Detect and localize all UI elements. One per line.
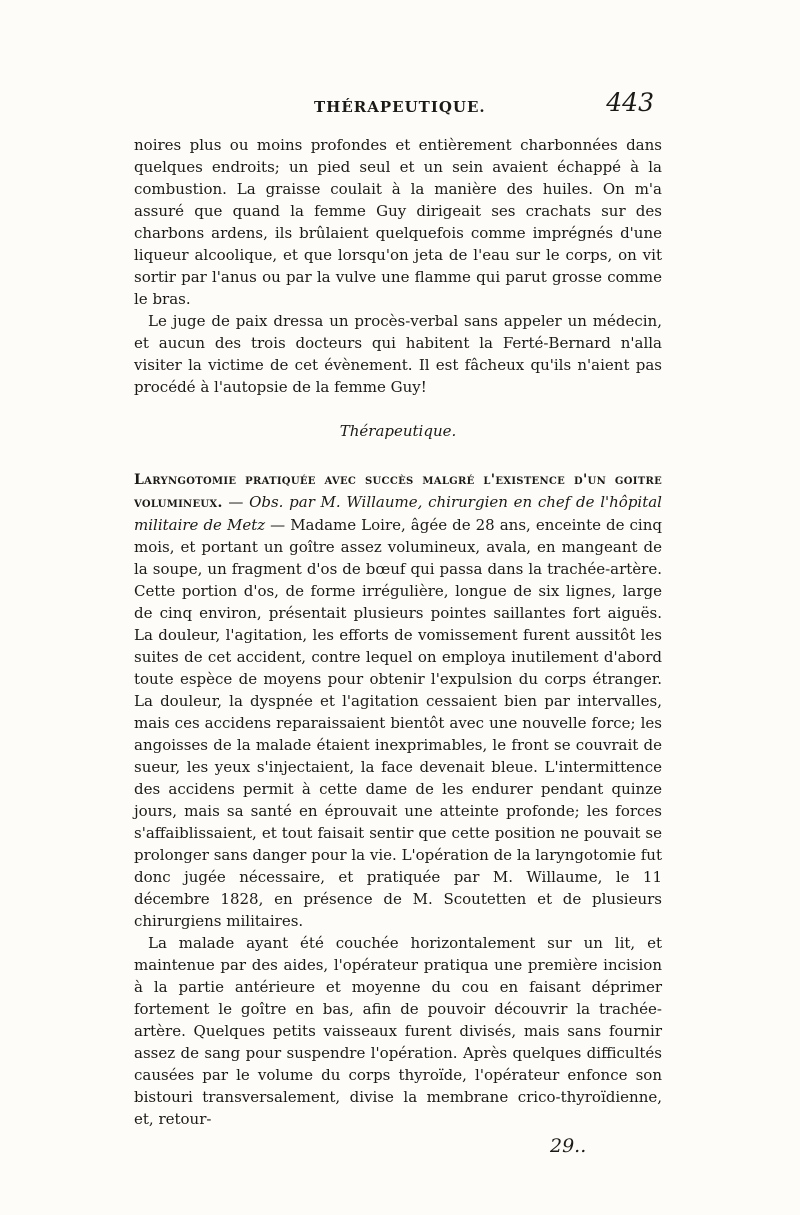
author-attribution: Obs. par M. Willaume, chirurgien en chef de l'hôpital militaire de Metz xyxy=(134,493,662,534)
paragraph-juge-de-paix: Le juge de paix dressa un procès-verbal sans appeler un médecin, et aucun des trois docteurs qui habitent la Ferté-Bernard n'alla visiter la victime de cet évènement. Il est fâcheux qu'ils n'aient pas procédé à l'autopsie de la femme Guy! xyxy=(134,312,662,396)
signature-mark: 29.. xyxy=(550,1135,587,1157)
paragraph-operation: La malade ayant été couchée horizontalement sur un lit, et maintenue par des aides, l'opérateur pratiqua une première incision à la partie antérieure et moyenne du cou en faisant déprimer fortement le goître en bas, afin de pouvoir découvrir la trachée-artère. Quelques petits vaisseaux furent divisés, mais sans fournir assez de sang pour suspendre l'opération. Après quelques difficultés causées par le volume du corps thyroïde, l'opérateur enfonce son bistouri transversalement, divise la membrane crico-thyroïdienne, et, retour- xyxy=(134,934,662,1128)
dash: — xyxy=(222,493,250,511)
article-heading: Laryngotomie pratiquée avec succès malgré l'existence d'un goitre volumineux. xyxy=(134,472,662,511)
book-page xyxy=(134,88,662,1130)
running-head-title: THÉRAPEUTIQUE. xyxy=(314,98,486,116)
running-head xyxy=(134,88,662,134)
paragraph-laryngotomie xyxy=(134,468,662,932)
observation-text: — Madame Loire, âgée de 28 ans, enceinte de cinq mois, et portant un goître assez volumineux, avala, en mangeant de la soupe, un fragment d'os de bœuf qui passa dans la trachée-artère. Cette portion d'os, de forme irrégulière, longue de six lignes, large de cinq environ, présentait plusieurs pointes saillantes fort aiguës. La douleur, l'agitation, les efforts de vomissement furent aussitôt les suites de cet accident, contre lequel on employa inutilement d'abord toute espèce de moyens pour obtenir l'expulsion du corps étranger. La douleur, la dyspnée et l'agitation cessaient bien par intervalles, mais ces accidens reparaissaient bientôt avec une nouvelle force; les angoisses de la malade étaient inexprimables, le front se couvrait de sueur, les yeux s'injectaient, la face devenait bleue. L'intermittence des accidens permit à cette dame de les endurer pendant quinze jours, mais sa santé en éprouvait une atteinte profonde; les forces s'affaiblissaient, et tout faisait sentir que cette position ne pouvait se prolonger sans danger pour la vie. L'opération de la laryngotomie fut donc jugée nécessaire, et pratiquée par M. Willaume, le 11 décembre 1828, en présence de M. Scoutetten et de plusieurs chirurgiens militaires. xyxy=(134,516,662,930)
paragraph-combustion: noires plus ou moins profondes et entièrement charbonnées dans quelques endroits; un pied seul et un sein avaient échappé à la combustion. La graisse coulait à la manière des huiles. On m'a assuré que quand la femme Guy dirigeait ses crachats sur des charbons ardens, ils brûlaient quelquefois comme imprégnés d'une liqueur alcoolique, et que lorsqu'on jeta de l'eau sur le corps, on vit sortir par l'anus ou par la vulve une flamme qui parut grosse comme le bras. xyxy=(134,136,662,308)
page-number: 443 xyxy=(606,88,654,117)
section-title: Thérapeutique. xyxy=(339,422,457,440)
